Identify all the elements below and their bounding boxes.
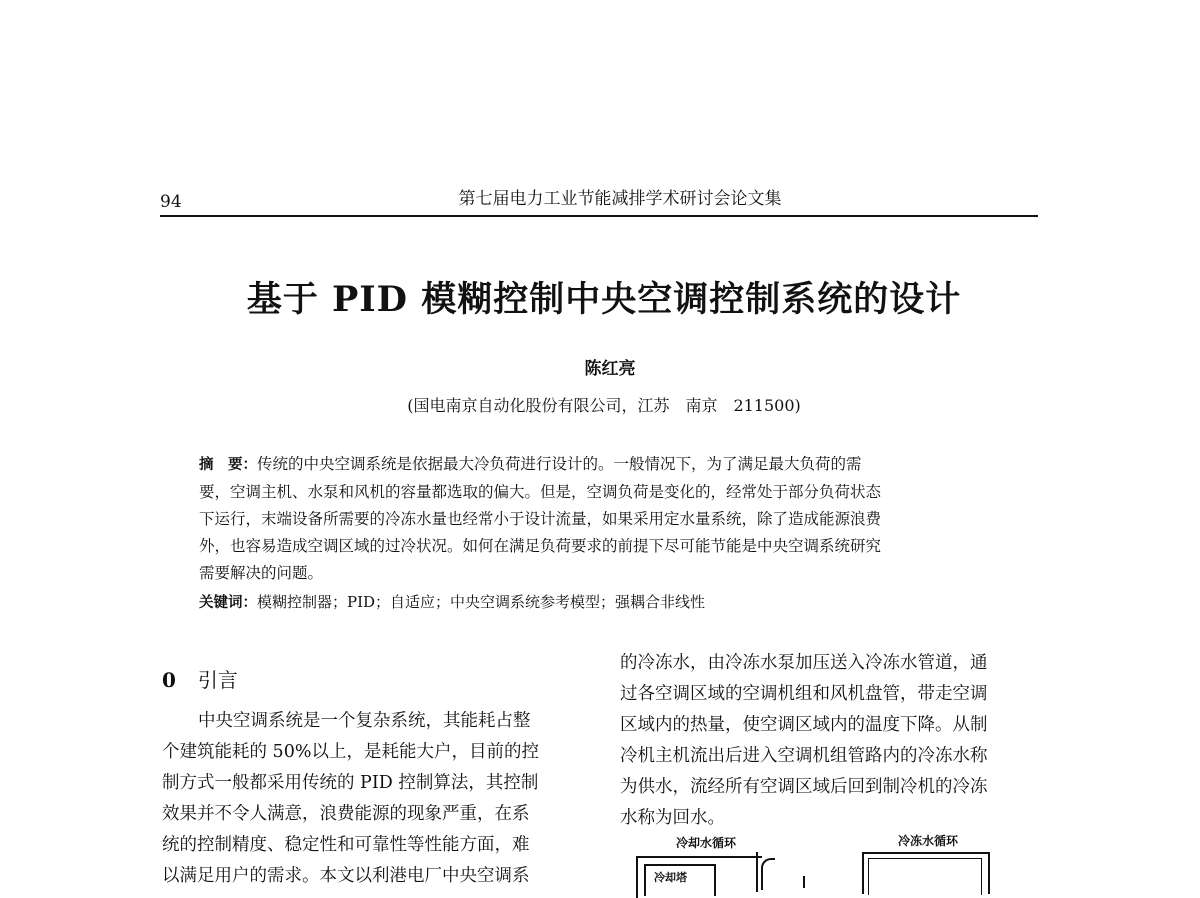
body-line: 为供水，流经所有空调区域后回到制冷机的冷冻 — [620, 777, 988, 797]
keywords-label: 关键词： — [199, 595, 257, 611]
body-left-column — [162, 706, 587, 892]
pipe-line — [803, 876, 805, 888]
body-line: 中央空调系统是一个复杂系统，其能耗占整 — [198, 711, 531, 731]
running-header: 第七届电力工业节能减排学术研讨会论文集 — [458, 189, 782, 209]
abstract-text: 传统的中央空调系统是依据最大冷负荷进行设计的。一般情况下，为了满足最大负荷的需 — [257, 455, 862, 473]
header-rule — [160, 215, 1038, 217]
body-line: 效果并不令人满意，浪费能源的现象严重，在系 — [162, 804, 530, 824]
keywords — [199, 591, 705, 612]
page-number: 94 — [160, 192, 182, 212]
body-line: 水称为回水。 — [620, 808, 725, 828]
paper-title: 基于 PID 模糊控制中央空调控制系统的设计 — [246, 279, 962, 320]
body-line: 统的控制精度、稳定性和可靠性等性能方面，难 — [162, 835, 530, 855]
abstract-line: 外，也容易造成空调区域的过冷状况。如何在满足负荷要求的前提下尽可能节能是中央空调系统研究 — [199, 537, 882, 555]
body-line: 个建筑能耗的 50%以上，是耗能大户，目前的控 — [162, 742, 539, 762]
body-line: 过各空调区域的空调机组和风机盘管，带走空调 — [620, 684, 988, 704]
figure-label-chilled-loop: 冷冻水循环 — [898, 834, 959, 848]
body-line: 冷机主机流出后进入空调机组管路内的冷冻水称 — [620, 746, 988, 766]
cooling-tower-label: 冷却塔 — [654, 871, 687, 884]
author: 陈红亮 — [584, 359, 636, 379]
affiliation: (国电南京自动化股份有限公司，江苏 南京 211500) — [407, 396, 801, 415]
body-line: 制方式一般都采用传统的 PID 控制算法，其控制 — [162, 773, 539, 793]
abstract-label: 摘 要： — [199, 457, 257, 473]
abstract-line — [199, 451, 1009, 479]
body-line: 的冷冻水，由冷冻水泵加压送入冷冻水管道，通 — [620, 653, 988, 673]
abstract-line: 需要解决的问题。 — [199, 564, 324, 582]
pipe-bend — [761, 858, 775, 890]
section-heading — [162, 664, 238, 693]
body-right-column — [620, 648, 1050, 834]
abstract — [199, 451, 1009, 587]
body-line: 区域内的热量，使空调区域内的温度下降。从制 — [620, 715, 988, 735]
figure-label-cooling-loop: 冷却水循环 — [676, 836, 737, 850]
abstract-line: 下运行，末端设备所需要的冷冻水量也经常小于设计流量，如果采用定水量系统，除了造成能源浪费 — [199, 510, 882, 528]
chilled-loop-inner-frame — [868, 858, 982, 895]
keywords-text: 模糊控制器；PID；自适应；中央空调系统参考模型；强耦合非线性 — [257, 593, 706, 611]
section-number: 0 — [162, 668, 176, 692]
pipe-line — [756, 852, 758, 892]
abstract-line: 要，空调主机、水泵和风机的容量都选取的偏大。但是，空调负荷是变化的，经常处于部分负荷状态 — [199, 483, 882, 501]
section-title: 引言 — [197, 668, 238, 692]
cooling-tower-box — [644, 864, 716, 896]
body-line: 以满足用户的需求。本文以利港电厂中央空调系 — [162, 866, 530, 886]
